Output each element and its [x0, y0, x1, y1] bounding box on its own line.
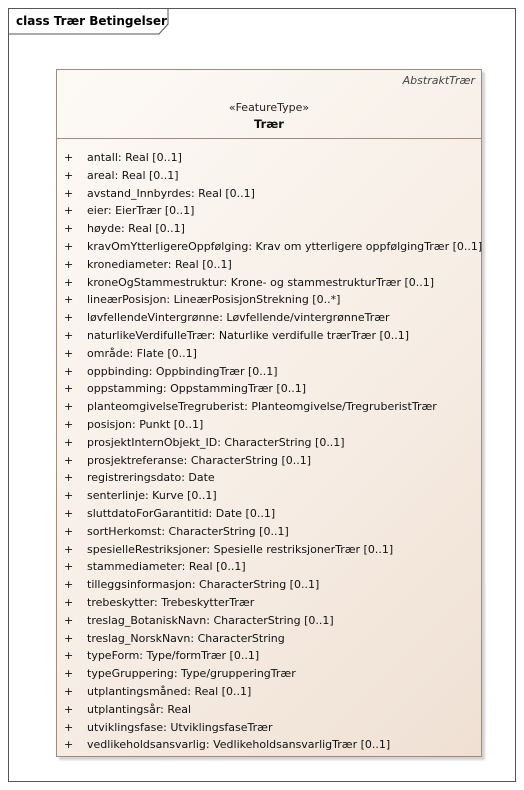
visibility-marker: + — [64, 311, 74, 325]
visibility-marker: + — [64, 151, 74, 164]
attribute-text: vedlikeholdsansvarlig: VedlikeholdsansvarligTrær [0..1] — [87, 738, 391, 752]
attribute-row[interactable] — [57, 149, 481, 167]
attribute-row[interactable] — [57, 416, 481, 434]
attribute-text: avstand_Innbyrdes: Real [0..1] — [87, 186, 255, 200]
visibility-marker: + — [64, 275, 74, 289]
visibility-marker: + — [64, 204, 74, 218]
attribute-row[interactable] — [57, 363, 481, 381]
attribute-row[interactable] — [57, 398, 481, 416]
class-name: Trær — [254, 117, 284, 131]
attribute-row[interactable] — [57, 167, 481, 185]
attribute-row[interactable] — [57, 523, 481, 541]
attribute-text: eier: EierTrær [0..1] — [87, 204, 195, 218]
visibility-marker: + — [64, 738, 74, 752]
attribute-text: sortHerkomst: CharacterString [0..1] — [87, 524, 289, 538]
attribute-row[interactable] — [57, 736, 481, 754]
visibility-marker: + — [64, 595, 74, 609]
attribute-text: treslag_NorskNavn: CharacterString — [87, 631, 285, 645]
attribute-row[interactable] — [57, 594, 481, 612]
attribute-text: tilleggsinformasjon: CharacterString [0..1] — [87, 578, 320, 592]
attribute-row[interactable] — [57, 630, 481, 648]
diagram-frame — [8, 8, 516, 782]
attribute-row[interactable] — [57, 327, 481, 345]
attribute-text: stammediameter: Real [0..1] — [87, 560, 246, 574]
visibility-marker: + — [64, 168, 74, 182]
visibility-marker: + — [64, 417, 74, 431]
attribute-row[interactable] — [57, 487, 481, 505]
attribute-text: løvfellendeVintergrønne: Løvfellende/vintergrønneTrær — [87, 311, 390, 325]
attribute-row[interactable] — [57, 274, 481, 292]
visibility-marker: + — [64, 471, 74, 485]
visibility-marker: + — [64, 328, 74, 342]
visibility-marker: + — [64, 613, 74, 627]
attribute-row[interactable] — [57, 505, 481, 523]
visibility-marker: + — [64, 524, 74, 538]
visibility-marker: + — [64, 239, 74, 253]
visibility-marker: + — [64, 702, 74, 716]
attribute-row[interactable] — [57, 220, 481, 238]
attribute-row[interactable] — [57, 238, 481, 256]
attribute-row[interactable] — [57, 683, 481, 701]
attribute-text: utviklingsfase: UtviklingsfaseTrær — [87, 720, 273, 734]
visibility-marker: + — [64, 435, 74, 449]
attribute-row[interactable] — [57, 452, 481, 470]
visibility-marker: + — [64, 364, 74, 378]
attribute-text: planteomgivelseTregruberist: Planteomgivelse/TregruberistTrær — [87, 400, 437, 414]
attribute-text: trebeskytter: TrebeskytterTrær — [87, 595, 255, 609]
attribute-text: høyde: Real [0..1] — [87, 222, 185, 236]
attribute-text: typeGruppering: Type/grupperingTrær — [87, 667, 296, 681]
attribute-row[interactable] — [57, 719, 481, 737]
visibility-marker: + — [64, 578, 74, 592]
attribute-text: oppbinding: OppbindingTrær [0..1] — [87, 364, 278, 378]
attribute-text: treslag_BotaniskNavn: CharacterString [0..1] — [87, 613, 334, 627]
visibility-marker: + — [64, 453, 74, 467]
visibility-marker: + — [64, 186, 74, 200]
attribute-text: prosjektreferanse: CharacterString [0..1] — [87, 453, 312, 467]
visibility-marker: + — [64, 542, 74, 556]
attribute-text: lineærPosisjon: LineærPosisjonStrekning [0..*] — [87, 293, 341, 307]
visibility-marker: + — [64, 506, 74, 520]
visibility-marker: + — [64, 560, 74, 574]
attribute-row[interactable] — [57, 434, 481, 452]
attribute-row[interactable] — [57, 380, 481, 398]
attribute-row[interactable] — [57, 541, 481, 559]
visibility-marker: + — [64, 293, 74, 307]
attribute-row[interactable] — [57, 576, 481, 594]
visibility-marker: + — [64, 382, 74, 396]
attribute-text: prosjektInternObjekt_ID: CharacterString [0..1] — [87, 435, 345, 449]
attribute-text: senterlinje: Kurve [0..1] — [87, 489, 217, 503]
attribute-text: utplantingsår: Real — [87, 702, 192, 716]
visibility-marker: + — [64, 631, 74, 645]
visibility-marker: + — [64, 684, 74, 698]
visibility-marker: + — [64, 667, 74, 681]
attribute-text: antall: Real [0..1] — [87, 151, 182, 164]
attribute-text: oppstamming: OppstammingTrær [0..1] — [87, 382, 306, 396]
attribute-row[interactable] — [57, 469, 481, 487]
attribute-text: typeForm: Type/formTrær [0..1] — [87, 649, 260, 663]
attribute-text: kravOmYtterligereOppfølging: Krav om ytterligere oppfølgingTrær [0..1] — [87, 239, 483, 253]
class-stereotype: «FeatureType» — [228, 101, 310, 114]
attribute-text: spesielleRestriksjoner: Spesielle restriksjonerTrær [0..1] — [87, 542, 394, 556]
visibility-marker: + — [64, 222, 74, 236]
visibility-marker: + — [64, 489, 74, 503]
frame-title: class Trær Betingelser — [16, 14, 167, 28]
attribute-row[interactable] — [57, 291, 481, 309]
attribute-row[interactable] — [57, 202, 481, 220]
attribute-row[interactable] — [57, 612, 481, 630]
abstract-class-tag: AbstraktTrær — [402, 74, 475, 87]
attribute-text: utplantingsmåned: Real [0..1] — [87, 684, 252, 698]
attribute-row[interactable] — [57, 185, 481, 203]
attribute-text: kroneOgStammestruktur: Krone- og stammestrukturTrær [0..1] — [87, 275, 435, 289]
attribute-row[interactable] — [57, 558, 481, 576]
visibility-marker: + — [64, 400, 74, 414]
class-header — [57, 70, 481, 139]
attribute-text: kronediameter: Real [0..1] — [87, 257, 232, 271]
class-box[interactable] — [56, 69, 482, 757]
visibility-marker: + — [64, 720, 74, 734]
attribute-list — [57, 139, 481, 754]
visibility-marker: + — [64, 346, 74, 360]
attribute-text: posisjon: Punkt [0..1] — [87, 417, 204, 431]
visibility-marker: + — [64, 649, 74, 663]
attribute-text: sluttdatoForGarantitid: Date [0..1] — [87, 506, 276, 520]
attribute-text: område: Flate [0..1] — [87, 346, 197, 360]
attribute-row[interactable] — [57, 701, 481, 719]
attribute-text: naturlikeVerdifulleTrær: Naturlike verdifulle trærTrær [0..1] — [87, 328, 410, 342]
attribute-row[interactable] — [57, 345, 481, 363]
attribute-text: areal: Real [0..1] — [87, 168, 179, 182]
attribute-text: registreringsdato: Date — [87, 471, 215, 485]
attribute-row[interactable] — [57, 309, 481, 327]
attribute-row[interactable] — [57, 647, 481, 665]
attribute-row[interactable] — [57, 665, 481, 683]
attribute-row[interactable] — [57, 256, 481, 274]
visibility-marker: + — [64, 257, 74, 271]
